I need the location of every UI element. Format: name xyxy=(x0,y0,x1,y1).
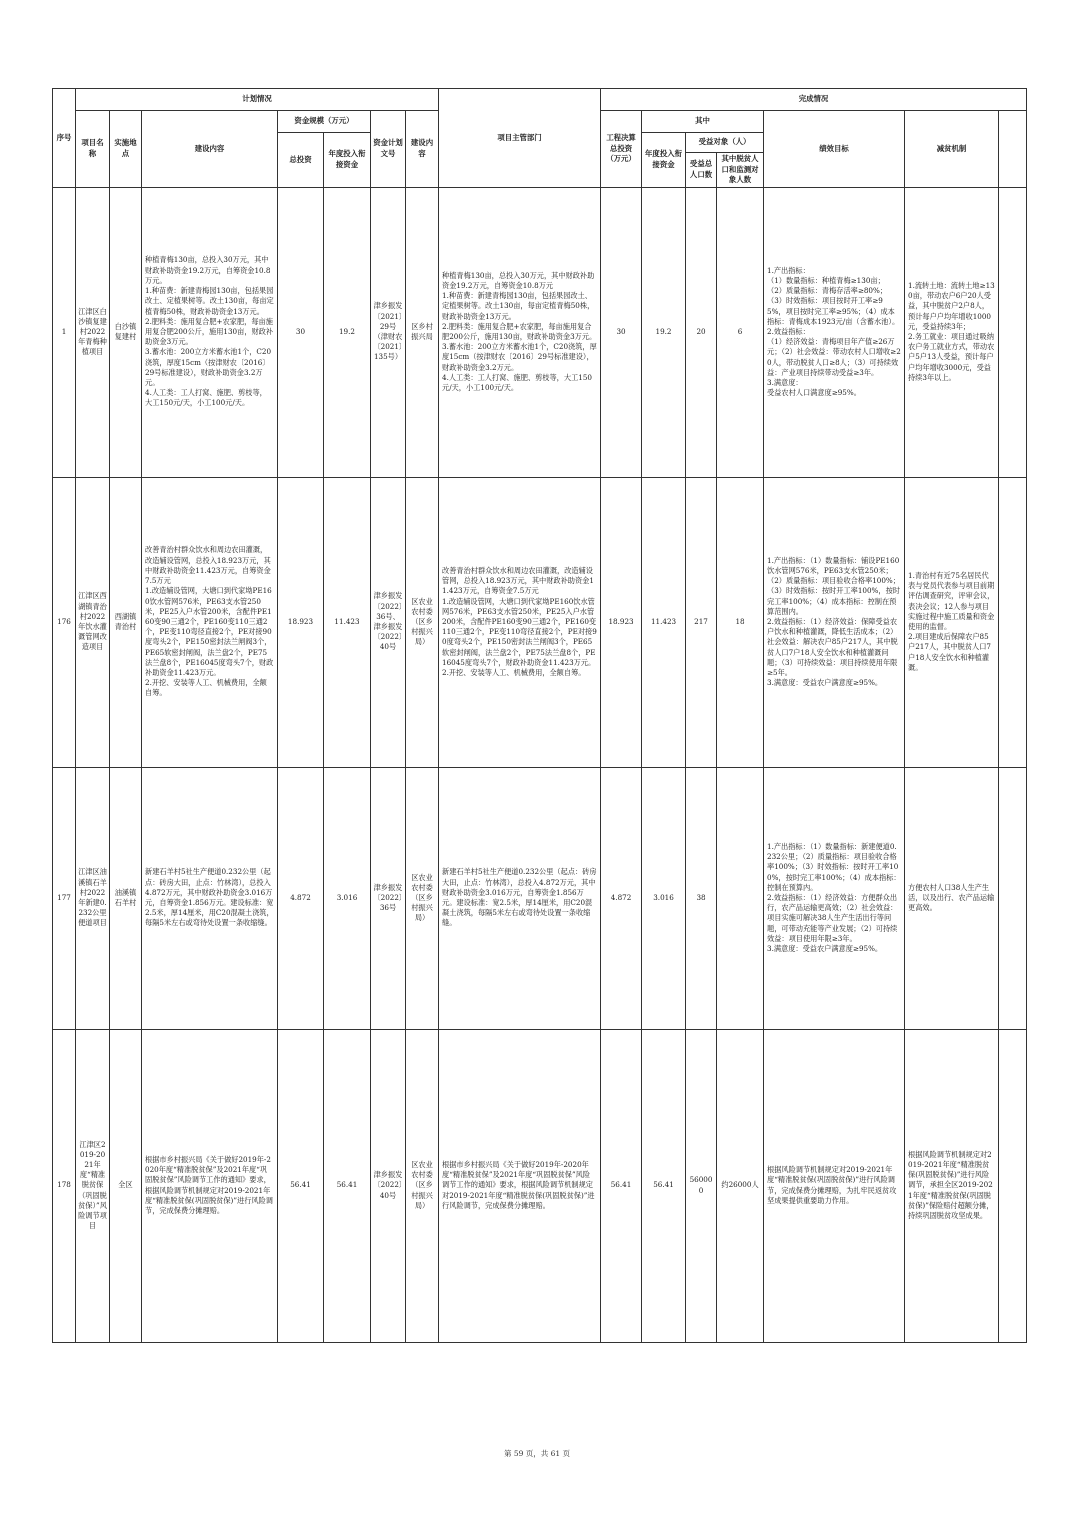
header-project-name: 项目名称 xyxy=(76,111,110,188)
row-dept: 区农业农村委（区乡村振兴局） xyxy=(406,767,439,1029)
header-annual-direct: 年度投入衔接资金 xyxy=(324,133,371,188)
row-final-investment: 30 xyxy=(601,187,642,477)
table-row xyxy=(53,1029,1027,1342)
row-total-investment: 56.41 xyxy=(278,1029,324,1342)
row-mechanism: 1.青治村有近75名居民代表与党员代表参与项目前期评估调查研究，评审会议，表决会议；12人参与项目实施过程中施工质量和资金使用的监督。 2.项目建成后保障农户85户217人，其中脱贫人口7户18人安全饮水和种植灌溉。 xyxy=(905,477,999,767)
row-plan-content: 新建石羊村5社生产便道0.232公里（起点：砖房大田，止点：竹林湾），总投入4.872万元，其中财政补助资金3.016万元，自筹资金1.856万元。建设标准：宽2.5米，厚14厘米，用C20混凝土浇筑，每隔5米左右或弯待处设置一条收缩缝。 xyxy=(142,767,278,1029)
row-annual-direct: 11.423 xyxy=(324,477,371,767)
row-location: 油溪镇石羊村 xyxy=(110,767,142,1029)
page-footer: 第 59 页，共 61 页 xyxy=(503,1449,571,1458)
row-location: 白沙镇复建村 xyxy=(110,187,142,477)
row-seq: 177 xyxy=(53,767,76,1029)
row-performance: 1.产出指标： （1）数量指标：种植青梅≥130亩； （2）质量指标：青梅存活率≥80%； （3）时效指标：项目按时开工率≥95%，项目按时完工率≥95%；（4）成本指标：青梅成本1923元/亩（含蓄水池）。 2.效益指标： （1）经济效益：青梅项目年产值≥26万元；（2）社会效益：带动农村人口增收≥20人，带动脱贫人口≥8人；（3）可持续效益：产业项目持续带动受益≥3年。 3.满意度： 受益农村人口满意度≥95%。 xyxy=(764,187,905,477)
row-complete-content: 新建石羊村5社生产便道0.232公里（起点：砖房大田，止点：竹林湾），总投入4.872万元，其中财政补助资金3.016万元，自筹资金1.856万元。建设标准：宽2.5米，厚14厘米，用C20混凝土浇筑，每隔5米左右或弯待处设置一条收缩缝。 xyxy=(439,767,601,1029)
row-benefit-poor: 6 xyxy=(717,187,764,477)
row-mechanism: 1.流转土地：流转土地≥130亩，带动农户6户20人受益，其中脱贫户2户8人，预计每户户均年增收1000元，受益持续3年； 2.务工就业：项目通过吸纳农户务工就业方式，带动农户5户13人受益，预计每户户均年增收3000元，受益持续3年以上。 xyxy=(905,187,999,477)
row-benefit-poor: 约26000人 xyxy=(717,1029,764,1342)
row-doc-no: 津乡振发〔2021〕29号（津财农〔2021〕135号） xyxy=(371,187,406,477)
row-final-investment: 56.41 xyxy=(601,1029,642,1342)
row-final-investment: 18.923 xyxy=(601,477,642,767)
row-total-investment: 4.872 xyxy=(278,767,324,1029)
row-final-investment: 4.872 xyxy=(601,767,642,1029)
header-total-investment: 总投资 xyxy=(278,133,324,188)
row-performance: 根据风险调节机制规定对2019-2021年度“精准脱贫保(巩固脱贫保)”进行风险调节，完成保费分摊理赔，为扎牢民返贫攻坚成果提供重要助力作用。 xyxy=(764,1029,905,1342)
row-complete-annual: 11.423 xyxy=(642,477,686,767)
row-project-name: 江津区油溪镇石羊村2022年新建0.232公里便道项目 xyxy=(76,767,110,1029)
row-project-name: 江津区西湖镇青治村2022年饮水灌溉管网改造项目 xyxy=(76,477,110,767)
row-doc-no: 津乡振发〔2022〕36号 xyxy=(371,767,406,1029)
table-row xyxy=(53,477,1027,767)
row-complete-content: 改善青治村群众饮水和周边农田灌溉，改造辅设管网，总投入18.923万元，其中财政补助资金11.423万元，自筹资金7.5万元 1.改造辅设管网，大塘口到代家坳PE160饮水管网576米，PE63支水管250米，PE25入户水管200米，含配件PE160变90三通2个，PE160变110三通2个，PE变110弯径直接2个，PE对接90度弯头2个，PE150密封法兰闸阀3个，PE65软密封闸阀，法兰盘2个，PE75法兰盘8个，PE16045度弯头7个，财政补助资金11.423万元。 2.开挖、安装等人工、机械费用，全额自筹。 xyxy=(439,477,601,767)
row-remark xyxy=(999,477,1027,767)
row-benefit-poor xyxy=(717,767,764,1029)
row-benefit-total: 217 xyxy=(686,477,717,767)
header-doc-no: 资金计划文号 xyxy=(371,111,406,188)
row-complete-annual: 3.016 xyxy=(642,767,686,1029)
row-complete-content: 种植青梅130亩，总投入30万元，其中财政补助资金19.2万元，自筹资金10.8万元 1.种苗费：新建青梅园130亩，包括果园改土、定植果树等。改土130亩，每亩定植青梅50株，财政补助资金13万元。 2.肥料类：施用复合肥+农家肥，每亩施用复合肥200公斤，施用130亩，财政补助资金3万元。 3.蓄水池：200立方米蓄水池1个，C20浇筑，厚度15cm（按津财农〔2016〕29号标准建设），财政补助资金3.2万元。 4.人工类：工人打窝、施肥、剪枝等，大工150元/天，小工100元/天。 xyxy=(439,187,601,477)
row-seq: 176 xyxy=(53,477,76,767)
row-remark xyxy=(999,1029,1027,1342)
row-total-investment: 30 xyxy=(278,187,324,477)
row-benefit-total: 560000 xyxy=(686,1029,717,1342)
row-plan-content: 根据市乡村振兴局《关于做好2019年-2020年度“精准脱贫保”及2021年度“巩固脱贫保”风险调节工作的通知》要求，根据风险调节机制规定对2019-2021年度“精准脱贫保(巩固脱贫保)”进行风险调节，完成保费分摊理赔。 xyxy=(142,1029,278,1342)
row-dept: 区农业农村委（区乡村振兴局） xyxy=(406,1029,439,1342)
header-plan-content: 建设内容 xyxy=(142,111,278,188)
row-project-name: 江津区白沙镇复建村2022年青梅种植项目 xyxy=(76,187,110,477)
row-performance: 1.产出指标：（1）数量指标：铺设PE160饮水管网576米，PE63支水管250米；（2）质量指标：项目验收合格率100%；（3）时效指标：按时开工率100%，按时完工率100%；（4）成本指标：控制在预算范围内。 2.效益指标：（1）经济效益：保障受益农户饮水和种植灌溉，降低生活成本；（2）社会效益：解决农户85户217人，其中脱贫人口7户18人安全饮水和种植灌溉问题；（3）可持续效益：项目持续使用年限≥5年。 3.满意度：受益农户满意度≥95%。 xyxy=(764,477,905,767)
row-annual-direct: 19.2 xyxy=(324,187,371,477)
header-benefit-total: 受益总人口数 xyxy=(686,153,717,188)
project-table-wrapper xyxy=(52,88,1026,1325)
row-annual-direct: 3.016 xyxy=(324,767,371,1029)
header-beneficiaries: 受益对象（人） xyxy=(686,133,764,153)
row-doc-no: 津乡振发〔2022〕36号、津乡振发〔2022〕40号 xyxy=(371,477,406,767)
header-benefit-poor: 其中脱贫人口和监测对象人数 xyxy=(717,153,764,188)
header-poverty-mechanism: 减贫机制 xyxy=(905,111,999,188)
header-complete-annual-direct: 年度投入衔接资金 xyxy=(642,133,686,188)
row-location: 全区 xyxy=(110,1029,142,1342)
row-location: 西湖镇青治村 xyxy=(110,477,142,767)
row-complete-content: 根据市乡村振兴局《关于做好2019年-2020年度“精准脱贫保”及2021年度“巩固脱贫保”风险调节工作的通知》要求，根据风险调节机制规定对2019-2021年度“精准脱贫保(巩固脱贫保)”进行风险调节，完成保费分摊理赔。 xyxy=(439,1029,601,1342)
row-performance: 1.产出指标：（1）数量指标：新建便道0.232公里；（2）质量指标：项目验收合格率100%；（3）时效指标：按时开工率100%，按时完工率100%；（4）成本指标：控制在预算内。 2.效益指标：（1）经济效益：方便群众出行，农产品运输更高效；（2）社会效益：项目实施可解决38人生产生活出行等问题，可带动充能等产业发展；（2）可持续效益：项目使用年限≥3年。 3.满意度：受益农户满意度≥95%。 xyxy=(764,767,905,1029)
table-row xyxy=(53,767,1027,1029)
row-benefit-poor: 18 xyxy=(717,477,764,767)
header-performance: 绩效目标 xyxy=(764,111,905,188)
row-plan-content: 改善青治村群众饮水和周边农田灌溉，改造辅设管网，总投入18.923万元，其中财政补助资金11.423万元，自筹资金7.5万元 1.改造辅设管网，大塘口到代家坳PE160饮水管网576米，PE63支水管250米，PE25入户水管200米，含配件PE160变90三通2个，PE160变110三通2个，PE变110弯径直接2个，PE对接90度弯头2个，PE150密封法兰闸阀3个，PE65软密封闸阀，法兰盘2个，PE75法兰盘8个，PE16045度弯头7个，财政补助资金11.423万元。 2.开挖、安装等人工、机械费用，全额自筹。 xyxy=(142,477,278,767)
row-remark xyxy=(999,767,1027,1029)
row-seq: 1 xyxy=(53,187,76,477)
header-dept: 项目主管部门 xyxy=(439,89,601,188)
row-plan-content: 种植青梅130亩，总投入30万元，其中财政补助资金19.2万元，自筹资金10.8万元。 1.种苗费：新建青梅园130亩，包括果园改土、定植果树等。改土130亩，每亩定植青梅50株，财政补助资金13万元。 2.肥料类：施用复合肥+农家肥，每亩施用复合肥200公斤，施用130亩，财政补助资金3万元。 3.蓄水池：200立方米蓄水池1个，C20浇筑，厚度15cm（按津财农〔2016〕29号标准建设），财政补助资金3.2万元。 4.人工类：工人打窝、施肥、剪枝等，大工150元/天，小工100元/天。 xyxy=(142,187,278,477)
header-location: 实施地点 xyxy=(110,111,142,188)
row-doc-no: 津乡振发〔2022〕40号 xyxy=(371,1029,406,1342)
row-seq: 178 xyxy=(53,1029,76,1342)
row-dept: 区农业农村委（区乡村振兴局） xyxy=(406,477,439,767)
row-mechanism: 方便农村人口38人生产生活，以及出行、农产品运输更高效。 xyxy=(905,767,999,1029)
project-table xyxy=(52,88,1027,1343)
row-remark xyxy=(999,187,1027,477)
header-fund-scale: 资金规模（万元） xyxy=(278,111,371,133)
row-complete-annual: 56.41 xyxy=(642,1029,686,1342)
header-complete-content: 建设内容 xyxy=(406,111,439,188)
row-project-name: 江津区2019-2021年度“精准脱贫保（巩固脱贫保）”风险调节项目 xyxy=(76,1029,110,1342)
row-total-investment: 18.923 xyxy=(278,477,324,767)
row-benefit-total: 38 xyxy=(686,767,717,1029)
header-seq: 序号 xyxy=(53,89,76,188)
row-dept: 区乡村振兴局 xyxy=(406,187,439,477)
row-mechanism: 根据风险调节机制规定对2019-2021年度“精准脱贫保(巩固脱贫保)”进行风险调节，承担全区2019-2021年度“精准脱贫保(巩固脱贫保)”保险赔付超额分摊，持续巩固脱贫攻坚成果。 xyxy=(905,1029,999,1342)
table-row xyxy=(53,187,1027,477)
header-final-investment: 工程决算总投资（万元） xyxy=(601,111,642,188)
header-plan-group: 计划情况 xyxy=(76,89,439,111)
row-benefit-total: 20 xyxy=(686,187,717,477)
row-annual-direct: 56.41 xyxy=(324,1029,371,1342)
row-complete-annual: 19.2 xyxy=(642,187,686,477)
header-complete-group: 完成情况 xyxy=(601,89,1027,111)
header-among: 其中 xyxy=(642,111,764,133)
